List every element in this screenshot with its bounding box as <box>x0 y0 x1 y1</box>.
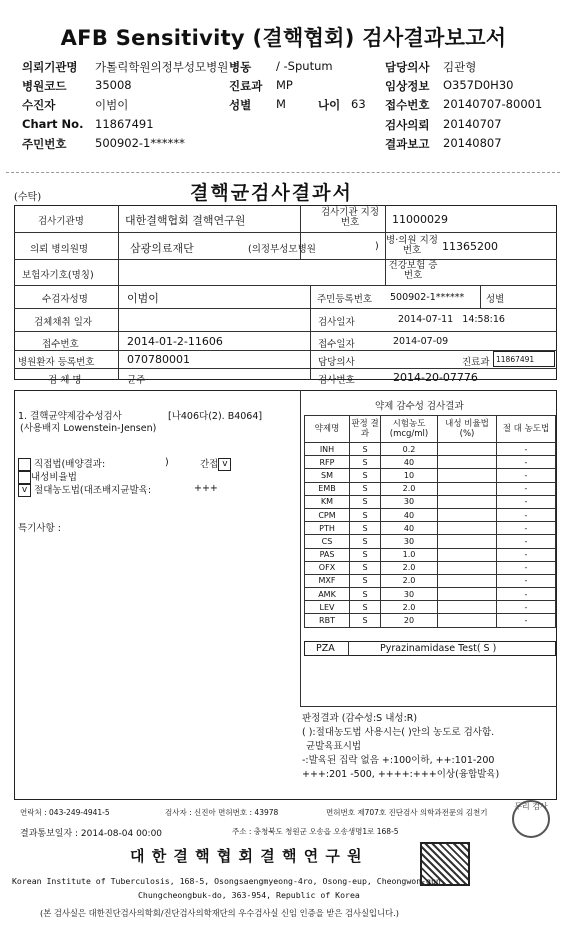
drug-name: CS <box>305 535 350 548</box>
specimen-form-label: 검 체 명 <box>48 375 82 386</box>
drug-ratio <box>438 522 497 535</box>
drug-conc: 40 <box>381 508 438 521</box>
ref-hosp-value: 삼광의료재단 <box>130 242 194 255</box>
drug-name: CPM <box>305 508 350 521</box>
ref-hosp-label: 의뢰 병의원명 <box>30 244 89 255</box>
drug-conc: 0.2 <box>381 443 438 456</box>
doctor-label: 담당의사 <box>385 60 430 74</box>
section1-medium: (사용배지 Lowenstein-Jensen) <box>20 423 157 434</box>
patient-name-value: 이범이 <box>127 292 159 305</box>
drug-result: S <box>350 614 381 627</box>
clinical-value: O357D0H30 <box>443 78 514 92</box>
insurance-label: 건강보험 증 번호 <box>388 260 438 281</box>
drug-conc: 30 <box>381 535 438 548</box>
address: 주소 : 충청북도 청원군 오송읍 오송생명1로 168-5 <box>232 827 399 836</box>
drug-row <box>305 574 556 587</box>
clinical-label: 임상정보 <box>385 79 430 93</box>
ref-hosp-no-label: 병·의원 지정번호 <box>386 235 438 256</box>
examiner: 검사자 : 신진아 면허번호 : 43978 <box>165 808 279 817</box>
director: 면허번호 제707호 진단검사 의학과전문의 김천기 <box>326 808 488 817</box>
report-date-label: 결과보고 <box>385 137 430 151</box>
drug-result: S <box>350 456 381 469</box>
ref-hosp-close: ) <box>375 241 379 252</box>
abs-growth: +++ <box>194 483 218 494</box>
test-date-value: 2014-07-11 14:58:16 <box>398 314 505 325</box>
drug-name: KM <box>305 495 350 508</box>
drug-name: PAS <box>305 548 350 561</box>
drug-abs: - <box>497 548 556 561</box>
col-judge: 판정 결과 <box>350 416 381 443</box>
drug-conc: 2.0 <box>381 574 438 587</box>
contact: 연락처 : 043-249-4941-5 <box>20 808 110 817</box>
drug-ratio <box>438 469 497 482</box>
dept-form-label: 진료과 <box>462 357 490 368</box>
drug-abs: - <box>497 614 556 627</box>
institute-en-line1: Korean Institute of Tuberculosis, 168-5, Osongsaengmyeong-4ro, Osong-eup, Cheongwon-gun, <box>12 876 446 886</box>
drug-result: S <box>350 535 381 548</box>
drug-ratio <box>438 574 497 587</box>
section1-code: [나406다(2). B4064] <box>168 411 263 422</box>
method-indirect: 간접 v <box>200 456 231 471</box>
drug-row <box>305 508 556 521</box>
drug-ratio <box>438 535 497 548</box>
remarks-label: 특기사항 : <box>18 523 61 534</box>
rrn-label: 주민번호 <box>22 137 67 151</box>
institute-en-line2: Chungcheongbuk-do, 363-954, Republic of Korea <box>138 890 360 900</box>
certification-note: (본 검사실은 대한진단검사의학회/진단검사의학재단의 우수검사실 신임 인증을 받은 검사실입니다.) <box>40 908 399 918</box>
dept-value: MP <box>276 78 293 92</box>
pza-value: Pyrazinamidase Test( S ) <box>380 643 497 654</box>
drug-row <box>305 548 556 561</box>
drug-row <box>305 482 556 495</box>
drug-name: EMB <box>305 482 350 495</box>
recv-date-value: 2014-07-09 <box>393 336 449 347</box>
col-abs: 절 대 농도법 <box>497 416 556 443</box>
report-date-value: 20140807 <box>443 136 502 150</box>
receipt-no-label: 접수번호 <box>385 98 430 112</box>
recv-no-label: 접수번호 <box>42 339 79 350</box>
test-date-label: 검사일자 <box>318 317 355 328</box>
institute-name: 대 한 결 핵 협 회 결 핵 연 구 원 <box>130 847 363 865</box>
patient-name-label: 수검자성명 <box>42 294 88 305</box>
col-drug: 약제명 <box>305 416 350 443</box>
drug-row <box>305 495 556 508</box>
col-ratio: 내성 비율법(%) <box>438 416 497 443</box>
drug-abs: - <box>497 456 556 469</box>
drug-result: S <box>350 574 381 587</box>
sex-form-label: 성별 <box>486 294 505 305</box>
drug-conc: 30 <box>381 588 438 601</box>
drug-name: PTH <box>305 522 350 535</box>
drug-result: S <box>350 601 381 614</box>
drug-ratio <box>438 614 497 627</box>
drug-result: S <box>350 561 381 574</box>
specimen-value: / -Sputum <box>276 59 333 73</box>
drug-abs: - <box>497 443 556 456</box>
specimen-form-value: 균주 <box>127 375 146 386</box>
drug-abs: - <box>497 561 556 574</box>
drug-rows <box>305 443 556 628</box>
susceptibility-table <box>304 415 556 628</box>
rrn-form-value: 500902-1****** <box>390 292 465 303</box>
drug-name: LEV <box>305 601 350 614</box>
exam-org-label: 검사기관명 <box>38 216 84 227</box>
judge-line1: ( ):절대농도법 사용시는( )안의 농도로 검사함. <box>302 727 495 738</box>
method-direct: 직접법(배양결과: <box>18 456 105 471</box>
sex-value: M <box>276 97 286 111</box>
drug-conc: 2.0 <box>381 601 438 614</box>
method-ratio: 내성비율법 <box>18 469 77 484</box>
drug-abs: - <box>497 535 556 548</box>
patient-label: 수진자 <box>22 98 56 112</box>
drug-abs: - <box>497 469 556 482</box>
chart-no-value: 11867491 <box>95 117 154 131</box>
insurer-label: 보험자기호(명칭) <box>22 270 94 281</box>
drug-row <box>305 443 556 456</box>
request-date-label: 검사의뢰 <box>385 118 430 132</box>
judge-line3: -:발육된 집락 없음 +:100이하, ++:101-200 <box>302 755 495 766</box>
drug-name: MXF <box>305 574 350 587</box>
judge-line2: 균발육표시법 <box>306 741 362 752</box>
hosp-reg-value: 070780001 <box>127 353 190 366</box>
lab-stamp: 두리 검사 <box>512 800 550 838</box>
drug-ratio <box>438 601 497 614</box>
drug-ratio <box>438 588 497 601</box>
drug-abs: - <box>497 522 556 535</box>
drug-ratio <box>438 443 497 456</box>
drug-row <box>305 601 556 614</box>
hosp-code-label: 병원코드 <box>22 79 67 93</box>
drug-ratio <box>438 548 497 561</box>
ward-label: 병동 <box>229 60 252 74</box>
drug-conc: 2.0 <box>381 482 438 495</box>
doctor-form-label: 담당의사 <box>318 357 355 368</box>
drug-row <box>305 561 556 574</box>
hosp-reg-label: 병원환자 등록번호 <box>18 357 95 368</box>
chart-no-label: Chart No. <box>22 117 84 131</box>
drug-conc: 40 <box>381 522 438 535</box>
recv-no-value: 2014-01-2-11606 <box>127 335 223 348</box>
dept-label: 진료과 <box>229 79 263 93</box>
drug-conc: 10 <box>381 469 438 482</box>
col-conc: 시험농도 (mcg/ml) <box>381 416 438 443</box>
drug-result: S <box>350 548 381 561</box>
drug-result: S <box>350 588 381 601</box>
exam-org-no-label: 검사기관 지정번호 <box>320 207 380 228</box>
drug-conc: 1.0 <box>381 548 438 561</box>
exam-org-value: 대한결핵협회 결핵연구원 <box>125 214 246 227</box>
report-title: AFB Sensitivity (결핵협회) 검사결과보고서 <box>60 26 507 50</box>
ref-hosp-no-value: 11365200 <box>442 240 498 253</box>
drug-ratio <box>438 495 497 508</box>
drug-abs: - <box>497 495 556 508</box>
request-date-value: 20140707 <box>443 117 502 131</box>
drug-result: S <box>350 522 381 535</box>
rrn-value: 500902-1****** <box>95 136 185 150</box>
table-title: 약제 감수성 검사결과 <box>375 401 464 412</box>
abs-checkbox: v <box>18 484 31 497</box>
drug-row <box>305 456 556 469</box>
drug-conc: 20 <box>381 614 438 627</box>
method-direct-close: ) <box>165 457 169 468</box>
collect-date-label: 검체채취 일자 <box>34 317 93 328</box>
org-name-value: 가톨릭학원의정부성모병원 <box>95 60 229 74</box>
exam-org-no-value: 11000029 <box>392 213 448 226</box>
drug-name: RFP <box>305 456 350 469</box>
drug-ratio <box>438 482 497 495</box>
drug-name: SM <box>305 469 350 482</box>
pza-label: PZA <box>316 643 335 654</box>
drug-result: S <box>350 482 381 495</box>
drug-row <box>305 535 556 548</box>
drug-result: S <box>350 495 381 508</box>
drug-conc: 40 <box>381 456 438 469</box>
section1-title: 1. 결핵균약제감수성검사 <box>18 411 122 422</box>
receipt-no-value: 20140707-80001 <box>443 97 543 111</box>
drug-ratio <box>438 456 497 469</box>
drug-conc: 30 <box>381 495 438 508</box>
drug-result: S <box>350 469 381 482</box>
form-title: 결핵균검사결과서 <box>190 182 353 204</box>
dept-form-value: 11867491 <box>496 355 535 364</box>
drug-row <box>305 614 556 627</box>
judge-title: 판정결과 (감수성:S 내성:R) <box>302 713 418 724</box>
age-label: 나이 <box>318 98 341 112</box>
drug-name: INH <box>305 443 350 456</box>
patient-value: 이범이 <box>95 98 129 112</box>
drug-row <box>305 588 556 601</box>
test-no-value: 2014-20-07776 <box>393 371 478 384</box>
judge-line4: +++:201 -500, ++++:+++이상(융합발육) <box>302 769 500 780</box>
drug-ratio <box>438 561 497 574</box>
drug-abs: - <box>497 601 556 614</box>
age-value: 63 <box>351 97 366 111</box>
header-left-0: 의뢰기관명 <box>22 60 78 74</box>
notify-date: 결과통보일자 : 2014-08-04 00:00 <box>20 829 163 839</box>
drug-row <box>305 469 556 482</box>
drug-conc: 2.0 <box>381 561 438 574</box>
receipt-tag: (수탁) <box>14 192 42 203</box>
drug-row <box>305 522 556 535</box>
drug-abs: - <box>497 482 556 495</box>
drug-abs: - <box>497 574 556 587</box>
drug-abs: - <box>497 508 556 521</box>
indirect-checkbox: v <box>218 458 231 471</box>
method-abs: v 절대농도법(대조배지균발육: <box>18 482 151 497</box>
drug-abs: - <box>497 588 556 601</box>
drug-result: S <box>350 443 381 456</box>
drug-name: AMK <box>305 588 350 601</box>
sex-label: 성별 <box>229 98 252 112</box>
doctor-value: 김관형 <box>443 60 477 74</box>
rrn-form-label: 주민등록번호 <box>317 294 373 305</box>
test-no-label: 검사번호 <box>318 375 355 386</box>
drug-result: S <box>350 508 381 521</box>
recv-date-label: 접수일자 <box>318 339 355 350</box>
ref-hosp-sub: (의정부성모병원 <box>248 244 316 255</box>
hosp-code-value: 35008 <box>95 78 132 92</box>
drug-ratio <box>438 508 497 521</box>
drug-name: RBT <box>305 614 350 627</box>
drug-name: OFX <box>305 561 350 574</box>
